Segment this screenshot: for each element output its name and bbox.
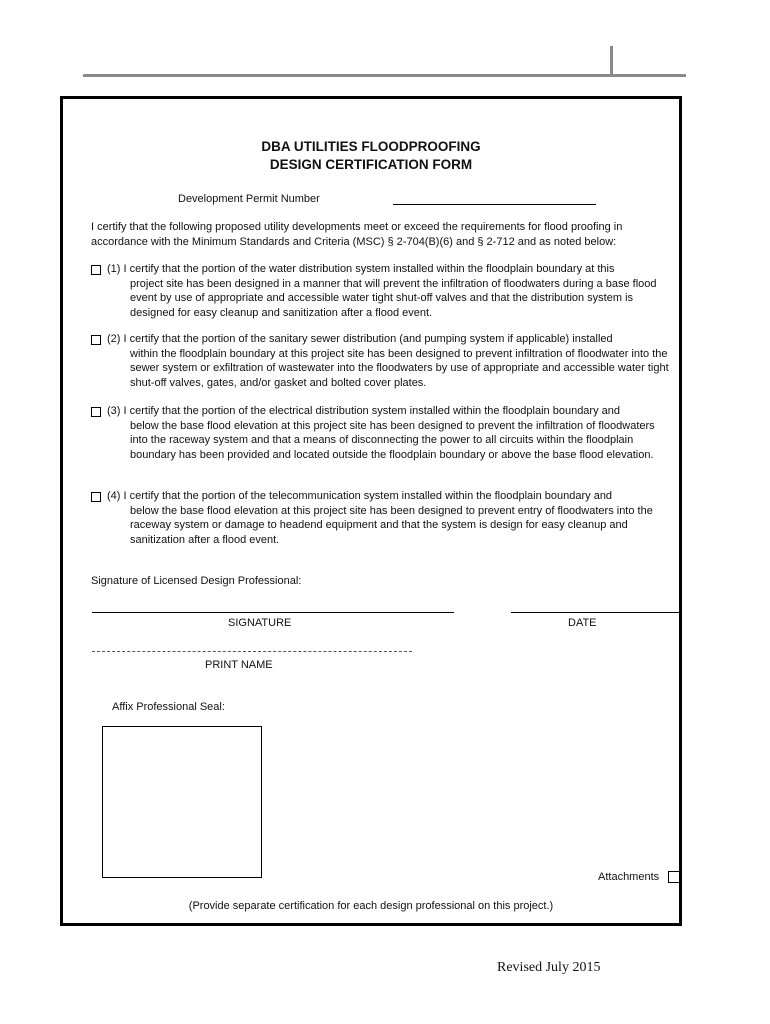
- form-title-line2: DESIGN CERTIFICATION FORM: [269, 157, 473, 172]
- print-name-field[interactable]: [92, 651, 412, 652]
- print-name-caption: PRINT NAME: [205, 659, 273, 671]
- certification-intro: I certify that the following proposed utility developments meet or exceed the requirements for flood proofing in accordance with the Minimum Standards and Criteria (MSC) § 2-704(B)(6) and § 2-712 and as noted below:: [91, 221, 623, 248]
- header-tick: [610, 46, 613, 76]
- item-4-text-first: (4) I certify that the portion of the telecommunication system installed within the floodplain boundary and: [107, 490, 613, 502]
- form-title-line1: DBA UTILITIES FLOODPROOFING: [261, 139, 481, 154]
- item-3-text-first: (3) I certify that the portion of the electrical distribution system installed within the floodplain boundary and: [107, 405, 620, 417]
- attachments-label: Attachments: [598, 871, 660, 883]
- item-1-text-first: (1) I certify that the portion of the water distribution system installed within the floodplain boundary at this: [107, 263, 615, 275]
- item-3-text-rest: below the base flood elevation at this project site has been designed to prevent the infiltration of floodwaters into the raceway system and that a means of disconnecting the power to all circuits within the floodplain boundary has been provided and located outside the floodplain boundary or above the base flood elevation.: [130, 419, 655, 461]
- item-2-text-rest: within the floodplain boundary at this project site has been designed to prevent infiltration of floodwater into the sewer system or exfiltration of wastewater into the floodwaters by use of appropriate and accessible water tight shut-off valves, gates, and/or gasket and bolted cover plates.: [130, 347, 669, 389]
- signature-label: Signature of Licensed Design Professional:: [91, 575, 302, 587]
- signature-field[interactable]: [92, 612, 454, 613]
- item-3-checkbox[interactable]: [91, 407, 101, 417]
- date-caption: DATE: [568, 617, 597, 629]
- signature-caption: SIGNATURE: [228, 617, 292, 629]
- form-footnote: (Provide separate certification for each design professional on this project.): [188, 900, 554, 912]
- date-field[interactable]: [511, 612, 680, 613]
- header-rule: [83, 74, 686, 77]
- item-2-text-first: (2) I certify that the portion of the sanitary sewer distribution (and pumping system if applicable) installed: [107, 333, 613, 345]
- revision-note: Revised July 2015: [497, 960, 601, 975]
- item-4-text-rest: below the base flood elevation at this project site has been designed to prevent entry of floodwaters into the raceway system or damage to headend equipment and that the system is design for easy cleanup and sanitization after a flood event.: [130, 504, 653, 546]
- certification-form: [60, 96, 682, 926]
- attachments-checkbox[interactable]: [668, 871, 680, 883]
- item-1-text-rest: project site has been designed in a manner that will prevent the infiltration of floodwaters during a base flood event by use of appropriate and accessible water tight shut-off valves and that the distribution system is designed for easy cleanup and sanitization after a flood event.: [130, 277, 657, 319]
- professional-seal-box[interactable]: [102, 726, 262, 878]
- seal-label: Affix Professional Seal:: [112, 701, 225, 713]
- item-4-checkbox[interactable]: [91, 492, 101, 502]
- item-1-checkbox[interactable]: [91, 265, 101, 275]
- permit-number-field[interactable]: [393, 204, 596, 205]
- item-2-checkbox[interactable]: [91, 335, 101, 345]
- permit-number-label: Development Permit Number: [178, 193, 320, 205]
